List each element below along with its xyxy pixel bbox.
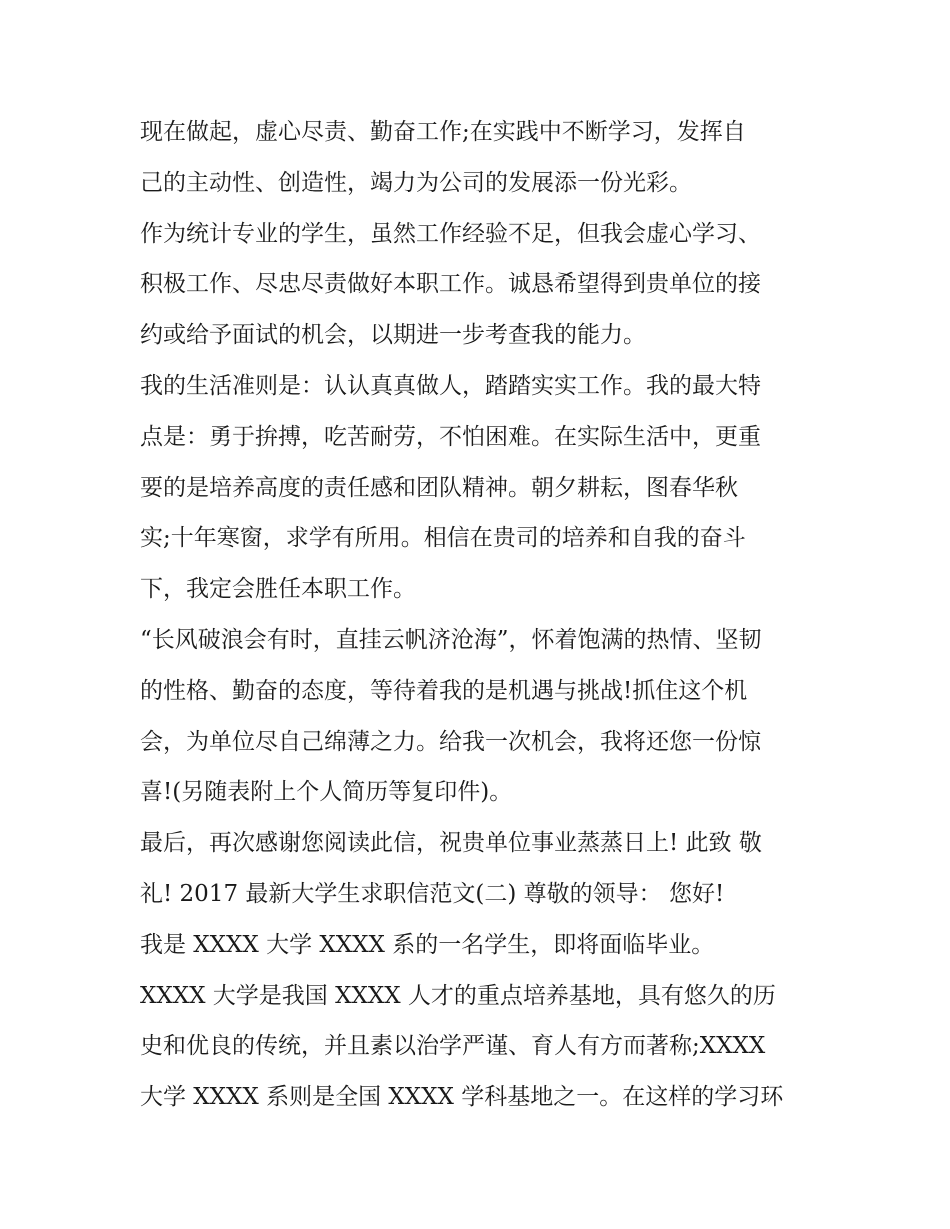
text-line: 积极工作、尽忠尽责做好本职工作。诚恳希望得到贵单位的接 (140, 271, 761, 298)
text-line: 下，我定会胜任本职工作。 (140, 576, 416, 603)
text-line: 己的主动性、创造性，竭力为公司的发展添一份光彩。 (140, 169, 692, 196)
text-line: 的性格、勤奋的态度，等待着我的是机遇与挑战!抓住这个机 (140, 677, 748, 704)
text-line: 约或给予面试的机会，以期进一步考查我的能力。 (140, 322, 646, 349)
text-line: 点是：勇于拚搏，吃苦耐劳，不怕困难。在实际生活中，更重 (140, 423, 761, 450)
text-line: 会，为单位尽自己绵薄之力。给我一次机会，我将还您一份惊 (140, 728, 761, 755)
text-line: 我是 XXXX 大学 XXXX 系的一名学生，即将面临毕业。 (140, 931, 715, 958)
text-line: 礼! 2017 最新大学生求职信范文(二) 尊敬的领导： 您好! (140, 880, 725, 907)
text-line: “长风破浪会有时，直挂云帆济沧海”，怀着饱满的热情、坚韧 (140, 626, 762, 653)
text-line: 实;十年寒窗，求学有所用。相信在贵司的培养和自我的奋斗 (140, 525, 746, 552)
text-line: 大学 XXXX 系则是全国 XXXX 学科基地之一。在这样的学习环 (140, 1084, 784, 1111)
text-line: 要的是培养高度的责任感和团队精神。朝夕耕耘，图春华秋 (140, 474, 738, 501)
text-line: 史和优良的传统，并且素以治学严谨、育人有方而著称;XXXX (140, 1033, 766, 1060)
text-line: 作为统计专业的学生，虽然工作经验不足，但我会虚心学习、 (140, 220, 761, 247)
text-line: 我的生活准则是：认认真真做人，踏踏实实工作。我的最大特 (140, 372, 761, 399)
text-line: 现在做起，虚心尽责、勤奋工作;在实践中不断学习，发挥自 (140, 119, 746, 145)
text-line: XXXX 大学是我国 XXXX 人才的重点培养基地，具有悠久的历 (140, 982, 776, 1009)
text-line: 最后，再次感谢您阅读此信，祝贵单位事业蒸蒸日上! 此致 敬 (140, 830, 762, 857)
letter-text (140, 107, 820, 1123)
text-line: 喜!(另随表附上个人简历等复印件)。 (140, 779, 513, 806)
